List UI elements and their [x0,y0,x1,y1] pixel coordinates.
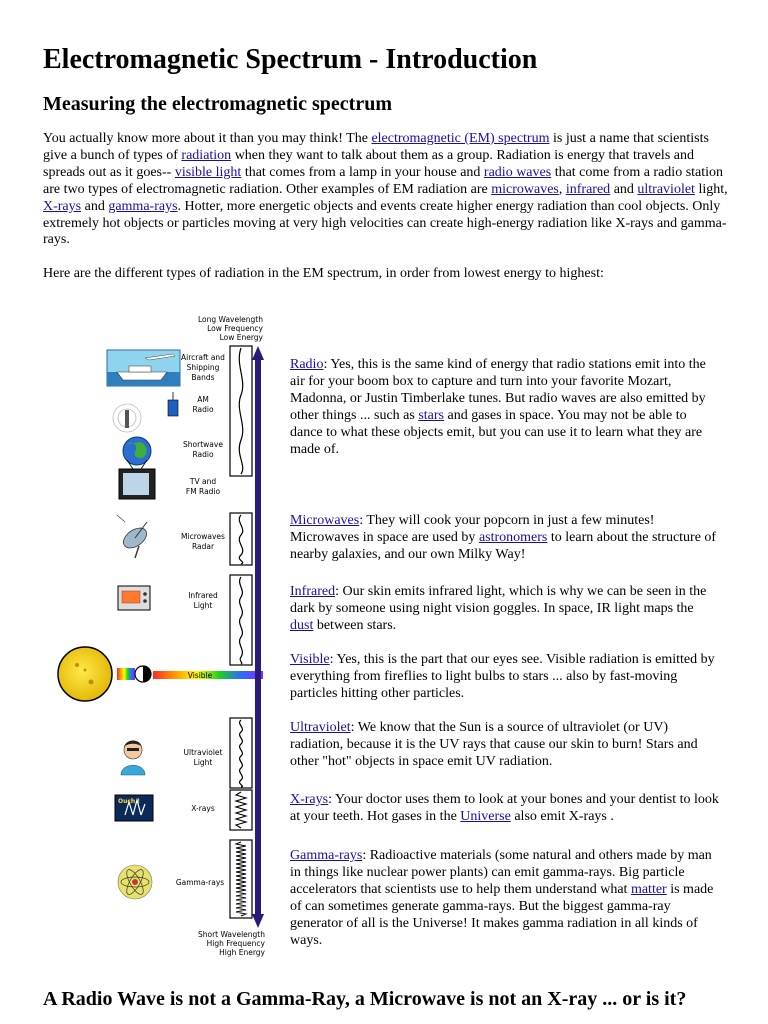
xrays-description [290,792,720,826]
intro-text: You actually know more about it than you may think! The [43,131,372,146]
intro-text: light, [694,181,728,197]
visible-description [290,652,720,703]
radio-text: and gases in space. You may not be able to dance to what these objects emit, but you can use it to learn what they are made of. [290,407,703,457]
microwaves-label-2: Radar [191,542,215,551]
xrays-text: also emit X-rays . [510,808,614,824]
link-infrared-section[interactable]: Infrared [290,584,336,599]
em-spectrum-diagram [55,310,275,965]
link-ultraviolet[interactable]: ultraviolet [637,181,695,197]
link-dust[interactable]: dust [290,617,314,633]
television-icon [119,460,155,499]
xrays-label: X-rays [191,804,215,813]
link-radio-waves[interactable]: radio waves [483,164,552,180]
link-astronomers[interactable]: astronomers [478,529,548,545]
link-x-rays-section[interactable]: X-rays [290,792,329,807]
prism-half [143,666,151,682]
link-ultraviolet-section[interactable]: Ultraviolet [290,720,351,735]
radio-wave-frame [230,346,252,476]
ship-airplane-icon [107,350,180,386]
ultraviolet-text: : We know that the Sun is a source of ultraviolet (or UV) radiation, because it is the UV rays that cause our skin to burn! Stars and other "hot" objects in space emit UV radiation. [290,720,698,769]
microwave-wave-frame [230,513,252,565]
xrays-text: : Your doctor uses them to look at your bones and your dentist to look at your teeth. Hot gases in the [290,792,719,824]
link-matter[interactable]: matter [630,881,667,897]
spectrum-lead-text: Here are the different types of radiation in the EM spectrum, in order from lowest energy to highest: [43,266,604,281]
arrow-head-down [252,914,264,928]
intro-text: . Hotter, more energetic objects and events create higher energy radiation than cool objects. Only extremely hot objects or particles moving at very high velocities can create high-energy radiation like X-rays and gamma-rays. [43,198,727,248]
atom-icon [118,865,152,899]
ultraviolet-description [290,720,720,771]
aircraft-label-3: Bands [191,373,215,382]
diagram-top-label-2: Low Frequency [207,324,263,333]
xray-hand-icon [115,795,153,821]
tvfm-label-2: FM Radio [185,487,221,496]
diagram-bottom-label-2: High Frequency [206,939,265,948]
microwaves-label-1: Microwaves [181,532,225,541]
sun-icon [58,647,112,701]
infrared-label-2: Light [193,601,213,610]
gamma-text: : Radioactive materials (some natural and others made by man in things like nuclear power plants) can emit gamma-rays. Big particle accelerators that scientists use to help them understand what [290,848,712,897]
arrow-head-up [252,346,264,360]
diagram-top-label-3: Low Energy [219,333,263,342]
am-label-2: Radio [192,405,214,414]
infrared-label-1: Infrared [188,591,218,600]
radio-description [290,357,720,458]
bottom-heading: A Radio Wave is not a Gamma-Ray, a Microwave is not an X-ray ... or is it? [43,988,687,1010]
diagram-bottom-label-3: High Energy [219,948,265,957]
radio-text: : Yes, this is the same kind of energy that radio stations emit into the air for your boom box to capture and turn into your favorite Mozart, Madonna, or Justin Timberlake tunes. But radio waves are also emitted by other things ... such as [290,357,706,423]
gamma-description [290,848,720,949]
intro-text: is just a name that scientists give a bunch of types of [43,131,709,163]
ultraviolet-label-1: Ultraviolet [183,748,223,757]
am-radio-tower-icon [113,392,178,432]
ultraviolet-wave-frame [230,718,252,788]
intro-text: and [81,198,109,214]
link-em-spectrum[interactable]: electromagnetic (EM) spectrum [371,131,550,146]
link-x-rays[interactable]: X-rays [43,198,82,214]
intro-text: that comes from a lamp in your house and [241,164,484,180]
link-radiation[interactable]: radiation [181,147,232,163]
ouch-label: Ouch ! [118,798,141,805]
visible-text: : Yes, this is the part that our eyes see. Visible radiation is emitted by everything from fireflies to light bulbs to stars ... also by fast-moving particles hitting other particles. [290,652,715,701]
link-gamma-rays-section[interactable]: Gamma-rays [290,848,363,863]
link-radio[interactable]: Radio [290,357,324,372]
intro-text: and [610,181,638,197]
sun-spot-icon [89,680,94,685]
infrared-description [290,584,720,635]
infrared-text: : Our skin emits infrared light, which is why we can be seen in the dark by someone using night vision goggles. In space, IR light maps the [290,584,707,616]
shortwave-label-2: Radio [192,450,214,459]
toaster-oven-icon [118,586,150,610]
intro-paragraph [43,131,733,249]
shortwave-label-1: Shortwave [183,440,223,449]
visible-label: Visible [187,671,213,680]
intro-text: that come from a radio station are two types of electromagnetic radiation. Other examples of EM radiation are [43,164,724,197]
link-visible-section[interactable]: Visible [290,652,330,667]
sun-spot-icon [84,669,87,672]
aircraft-label-1: Aircraft and [181,353,225,362]
aircraft-label-2: Shipping [186,363,220,372]
microwaves-text: to learn about the structure of nearby galaxies, and our own Milky Way! [290,529,717,562]
gamma-label: Gamma-rays [175,878,225,887]
microwaves-text: : They will cook your popcorn in just a few minutes! Microwaves in space are used by [290,513,655,545]
sun-spot-icon [75,663,79,667]
link-visible-light[interactable]: visible light [174,164,242,180]
microwaves-description [290,513,720,564]
link-infrared[interactable]: infrared [565,181,611,197]
link-universe[interactable]: Universe [460,808,511,824]
gamma-text: is made of can sometimes generate gamma-rays. But the biggest gamma-ray generator of all is the Universe! It makes gamma radiation in all kinds of ways. [290,881,714,948]
page-title: Electromagnetic Spectrum - Introduction [43,44,538,75]
link-microwaves[interactable]: microwaves [491,181,559,197]
section-subtitle: Measuring the electromagnetic spectrum [43,93,392,115]
intro-text: when they want to talk about them as a group. Radiation is energy that travels and spreads out as it goes-- [43,147,694,180]
intro-text: , [558,181,566,197]
link-microwaves-section[interactable]: Microwaves [290,513,360,528]
infrared-text: between stars. [313,617,397,633]
sunbather-person-icon [121,741,145,776]
radar-dish-icon [117,515,150,558]
link-gamma-rays[interactable]: gamma-rays [108,198,178,214]
visible-rainbow-left [117,668,135,680]
diagram-bottom-label-1: Short Wavelength [197,930,265,939]
am-label-1: AM [197,395,209,404]
link-stars[interactable]: stars [418,407,444,423]
tvfm-label-1: TV and [189,477,217,486]
diagram-top-label-1: Long Wavelength [197,315,263,324]
ultraviolet-label-2: Light [193,758,213,767]
